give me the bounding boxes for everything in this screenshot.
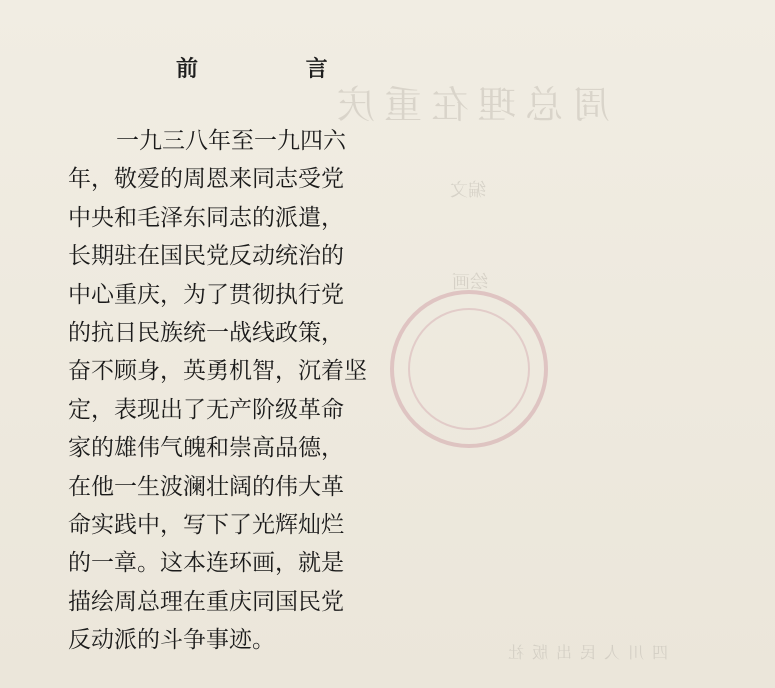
text-line: 定，表现出了无产阶级革命 xyxy=(68,396,344,423)
preface-text xyxy=(68,122,398,659)
bleed-through-title: 周总理在重庆 xyxy=(327,83,610,127)
text-line: 的抗日民族统一战线政策， xyxy=(68,319,344,346)
bleed-through-text: 绘画 xyxy=(452,272,488,293)
text-line: 长期驻在国民党反动统治的 xyxy=(68,243,344,270)
preface-heading: 前 言 xyxy=(176,56,378,82)
library-stamp-icon xyxy=(390,290,548,448)
text-line: 的一章。这本连环画，就是 xyxy=(68,550,344,577)
text-line: 反动派的斗争事迹。 xyxy=(68,627,275,654)
text-line: 中央和毛泽东同志的派遣， xyxy=(68,204,344,231)
text-line: 中心重庆，为了贯彻执行党 xyxy=(68,281,344,308)
text-line: 描绘周总理在重庆同国民党 xyxy=(68,588,344,615)
text-line: 在他一生波澜壮阔的伟大革 xyxy=(68,473,344,500)
bleed-through-publisher: 四川人民出版社 xyxy=(500,643,669,662)
text-line: 一九三八年至一九四六 xyxy=(116,128,346,154)
text-line: 年，敬爱的周恩来同志受党 xyxy=(68,166,344,193)
text-line: 命实践中，写下了光辉灿烂 xyxy=(68,511,344,538)
bleed-through-text: 编文 xyxy=(450,180,486,201)
text-line: 家的雄伟气魄和崇高品德， xyxy=(68,435,344,462)
text-line: 奋不顾身，英勇机智，沉着坚 xyxy=(68,358,367,385)
